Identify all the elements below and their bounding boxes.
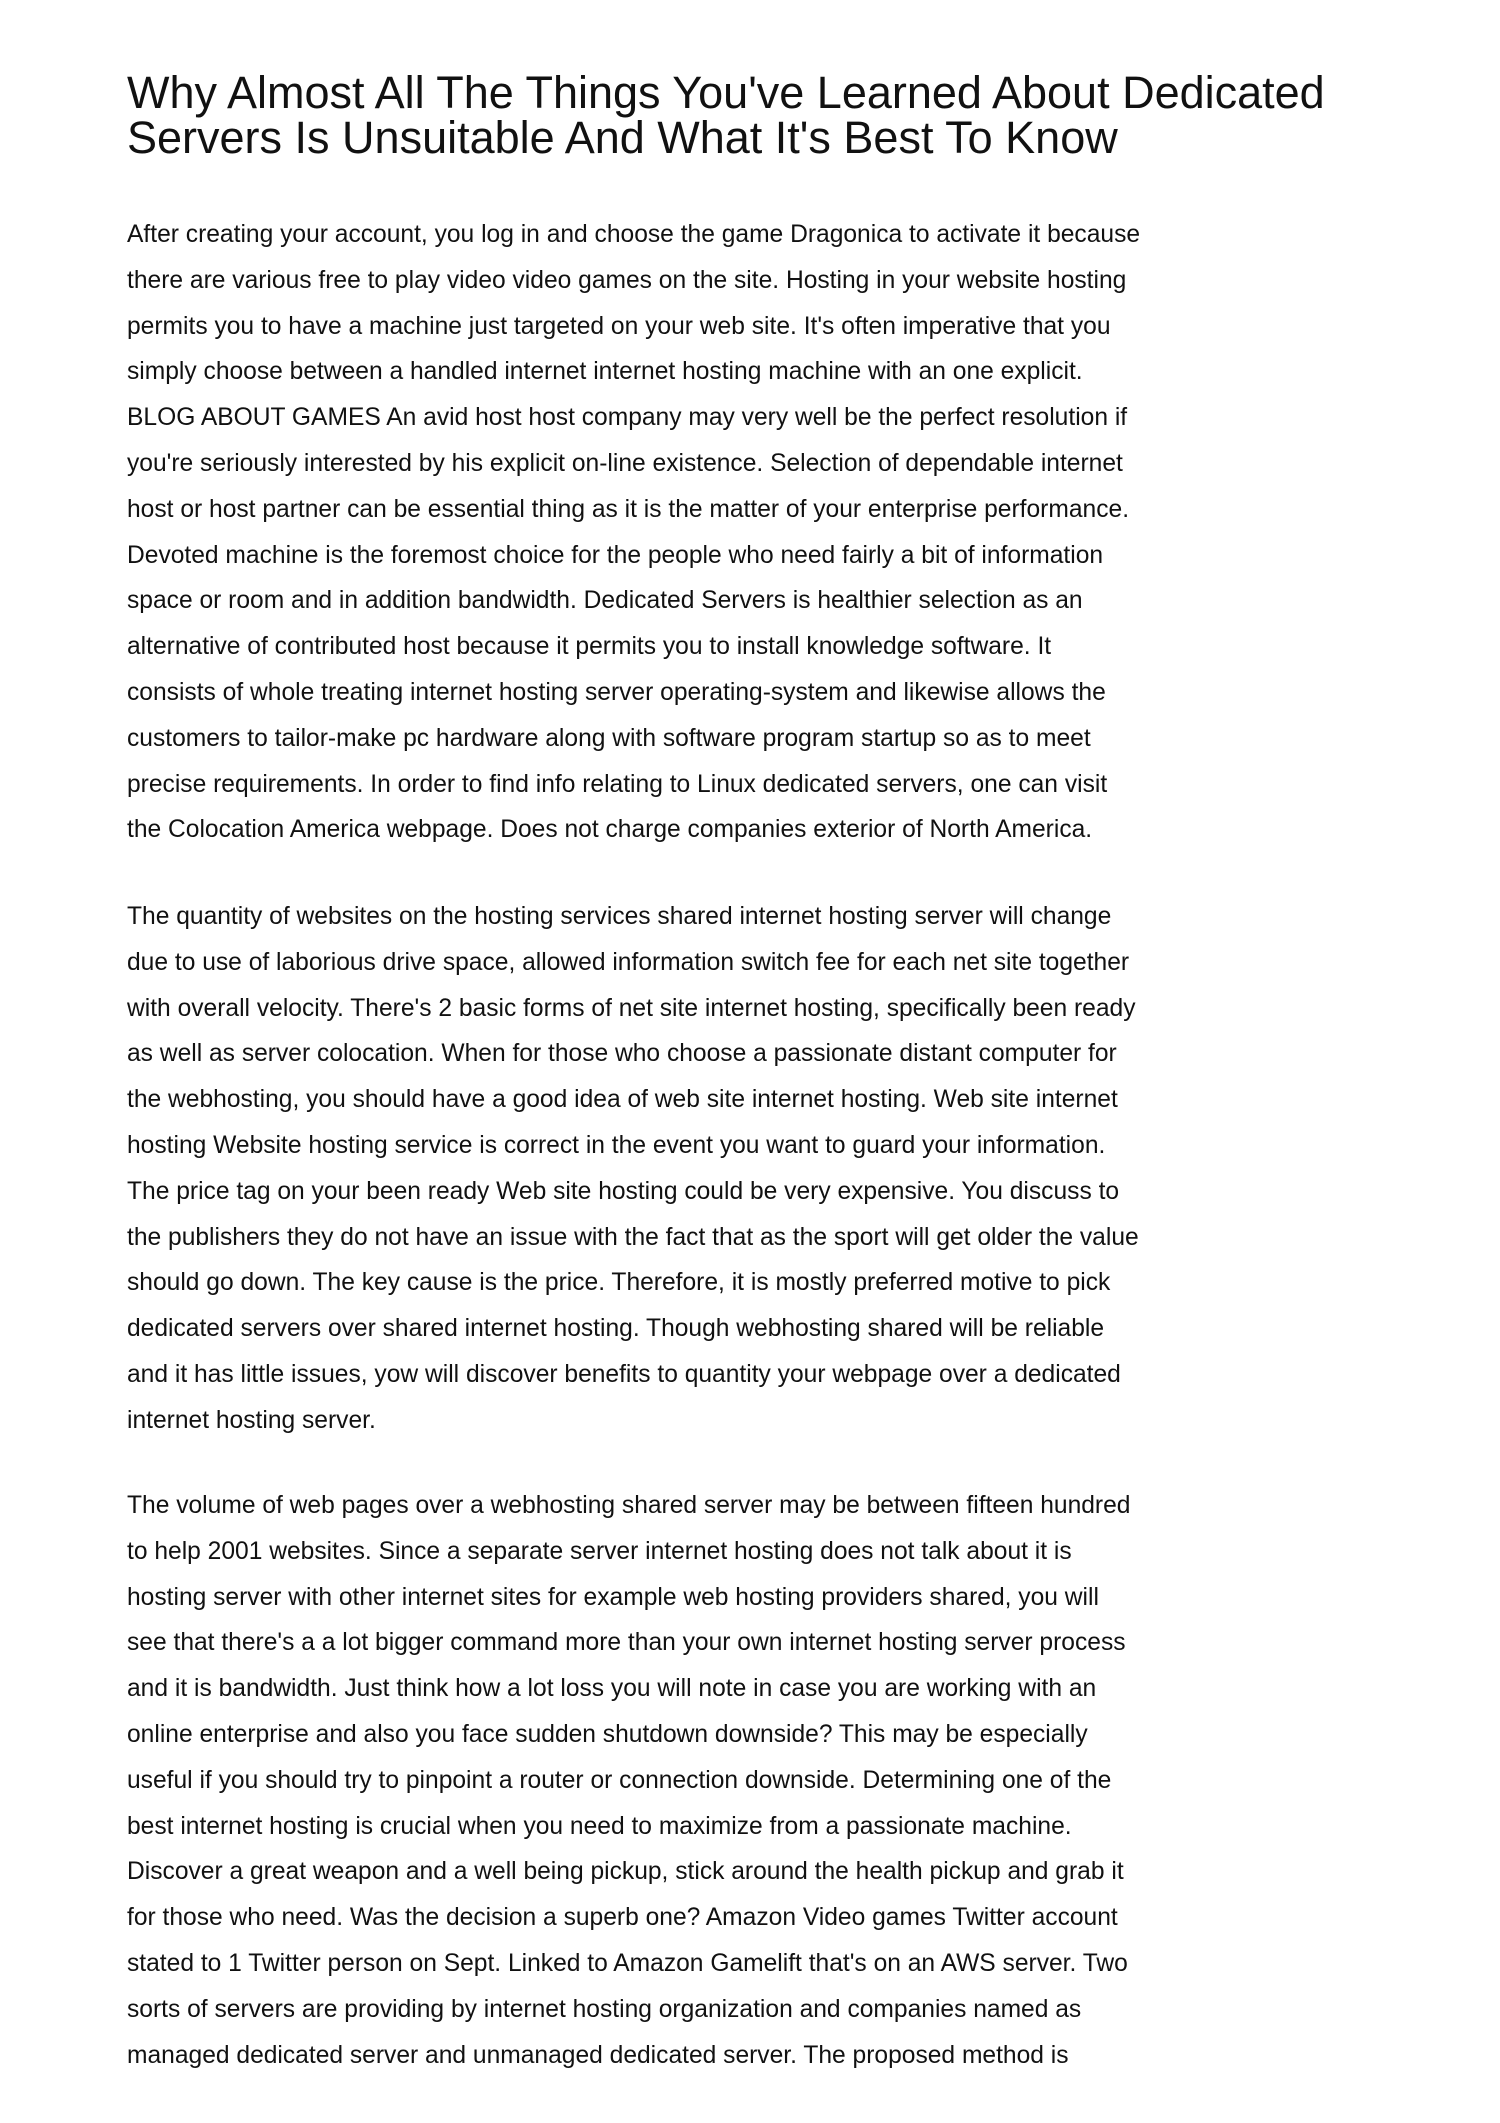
paragraph-line: permits you to have a machine just targeted on your web site. It's often imperative that you: [127, 312, 1111, 340]
paragraph-line: the webhosting, you should have a good idea of web site internet hosting. Web site internet: [127, 1086, 1118, 1114]
paragraph-line: managed dedicated server and unmanaged dedicated server. The proposed method is: [127, 2041, 1069, 2069]
paragraph-line: for those who need. Was the decision a superb one? Amazon Video games Twitter account: [127, 1904, 1118, 1932]
paragraph-line: there are various free to play video video games on the site. Hosting in your website hosting: [127, 266, 1127, 294]
paragraph-line: Devoted machine is the foremost choice for the people who need fairly a bit of information: [127, 541, 1104, 569]
paragraph: [127, 212, 1140, 853]
paragraph-line: host or host partner can be essential thing as it is the matter of your enterprise performance.: [127, 495, 1130, 523]
paragraph-line: dedicated servers over shared internet hosting. Though webhosting shared will be reliable: [127, 1315, 1105, 1343]
paragraph-line: customers to tailor-make pc hardware along with software program startup so as to meet: [127, 724, 1091, 752]
paragraph-line: to help 2001 websites. Since a separate server internet hosting does not talk about it is: [127, 1537, 1072, 1565]
paragraph-line: due to use of laborious drive space, allowed information switch fee for each net site together: [127, 948, 1130, 976]
paragraph-line: The volume of web pages over a webhosting shared server may be between fifteen hundred: [127, 1492, 1131, 1519]
paragraph-line: with overall velocity. There's 2 basic forms of net site internet hosting, specifically been ready: [127, 994, 1136, 1022]
paragraph-line: stated to 1 Twitter person on Sept. Linked to Amazon Gamelift that's on an AWS server. Two: [127, 1949, 1128, 1977]
paragraph-line: alternative of contributed host because it permits you to install knowledge software. It: [127, 633, 1052, 661]
paragraph-line: and it is bandwidth. Just think how a lot loss you will note in case you are working with an: [127, 1675, 1097, 1703]
paragraph-line: hosting server with other internet sites for example web hosting providers shared, you will: [127, 1583, 1099, 1611]
paragraph-line: internet hosting server.: [127, 1406, 376, 1434]
paragraph: [127, 894, 1139, 1444]
paragraph-line: should go down. The key cause is the price. Therefore, it is mostly preferred motive to pick: [127, 1269, 1111, 1297]
paragraph-line: precise requirements. In order to find info relating to Linux dedicated servers, one can visit: [127, 770, 1108, 798]
paragraph-line: the Colocation America webpage. Does not charge companies exterior of North America.: [127, 816, 1093, 844]
paragraph-line: sorts of servers are providing by internet hosting organization and companies named as: [127, 1995, 1082, 2023]
page-title: [127, 67, 1325, 163]
paragraph-line: The price tag on your been ready Web site hosting could be very expensive. You discuss to: [127, 1177, 1120, 1205]
paragraph-line: Discover a great weapon and a well being pickup, stick around the health pickup and grab it: [127, 1858, 1124, 1886]
paragraph-line: hosting Website hosting service is correct in the event you want to guard your information.: [127, 1131, 1106, 1159]
paragraph: [127, 1483, 1130, 2078]
paragraph-line: as well as server colocation. When for those who choose a passionate distant computer for: [127, 1040, 1117, 1068]
paragraph-line: useful if you should try to pinpoint a router or connection downside. Determining one of the: [127, 1766, 1112, 1794]
title-line: Why Almost All The Things You've Learned About Dedicated: [127, 67, 1325, 118]
paragraph-line: see that there's a a lot bigger command more than your own internet hosting server process: [127, 1629, 1126, 1657]
paragraph-line: online enterprise and also you face sudden shutdown downside? This may be especially: [127, 1720, 1088, 1748]
paragraph-line: space or room and in addition bandwidth. Dedicated Servers is healthier selection as an: [127, 587, 1083, 615]
paragraph-line: BLOG ABOUT GAMES An avid host host company may very well be the perfect resolution if: [127, 404, 1128, 432]
paragraph-line: the publishers they do not have an issue with the fact that as the sport will get older the value: [127, 1223, 1139, 1251]
paragraph-line: consists of whole treating internet hosting server operating-system and likewise allows the: [127, 678, 1106, 706]
paragraph-line: best internet hosting is crucial when you need to maximize from a passionate machine.: [127, 1812, 1072, 1840]
title-line: Servers Is Unsuitable And What It's Best To Know: [127, 112, 1118, 163]
paragraph-line: you're seriously interested by his explicit on-line existence. Selection of dependable internet: [127, 449, 1123, 477]
paragraph-line: The quantity of websites on the hosting services shared internet hosting server will change: [127, 903, 1112, 930]
paragraph-line: simply choose between a handled internet internet hosting machine with an one explicit.: [127, 358, 1083, 386]
paragraph-line: and it has little issues, yow will discover benefits to quantity your webpage over a dedicated: [127, 1360, 1121, 1388]
paragraph-line: After creating your account, you log in and choose the game Dragonica to activate it because: [127, 221, 1141, 248]
